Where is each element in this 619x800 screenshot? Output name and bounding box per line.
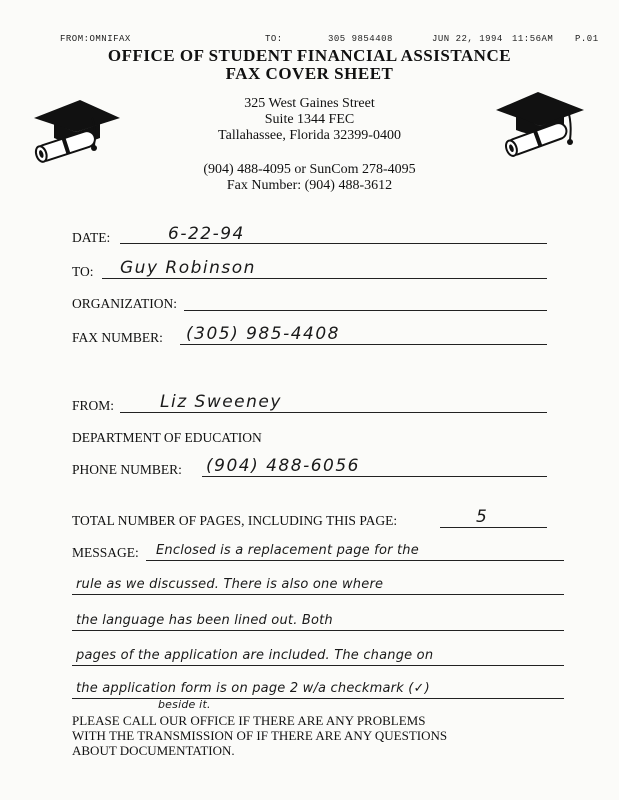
fax-time: 11:56AM <box>512 34 554 44</box>
from-value: Liz Sweeney <box>160 392 282 412</box>
phone-number-underline <box>202 476 547 477</box>
phone-line: (904) 488-4095 or SunCom 278-4095 <box>203 162 416 177</box>
message-line-1: Enclosed is a replacement page for the <box>156 543 419 558</box>
message-line-3: the language has been lined out. Both <box>76 613 333 628</box>
fax-number: 305 9854408 <box>328 34 393 44</box>
to-label: TO: <box>72 264 94 279</box>
footer-line-2: WITH THE TRANSMISSION OF IF THERE ARE ANY QUESTIONS <box>72 728 448 743</box>
organization-underline <box>184 310 547 311</box>
phone-number-value: (904) 488-6056 <box>206 456 360 476</box>
address-line-1: 325 West Gaines Street <box>244 96 375 111</box>
total-pages-label: TOTAL NUMBER OF PAGES, INCLUDING THIS PAGE: <box>72 513 398 528</box>
message-label: MESSAGE: <box>72 545 139 560</box>
date-label: DATE: <box>72 230 111 245</box>
phone-number-label: PHONE NUMBER: <box>72 462 182 477</box>
department-label: DEPARTMENT OF EDUCATION <box>72 430 262 445</box>
fax-to: TO: <box>265 34 283 44</box>
fax-line: Fax Number: (904) 488-3612 <box>226 178 393 193</box>
fax-number-underline <box>180 344 547 345</box>
footer-line-1: PLEASE CALL OUR OFFICE IF THERE ARE ANY PROBLEMS <box>72 713 426 728</box>
to-value: Guy Robinson <box>120 258 256 278</box>
address-line-2: Suite 1344 FEC <box>264 112 355 127</box>
fax-number-label: FAX NUMBER: <box>72 330 163 345</box>
message-line-5: the application form is on page 2 w/a checkmark (✓) <box>76 681 430 696</box>
message-underline-1 <box>146 560 564 561</box>
message-underline-5 <box>72 698 564 699</box>
fax-page: P.01 <box>575 34 599 44</box>
message-underline-4 <box>72 665 564 666</box>
from-underline <box>120 412 547 413</box>
total-pages-underline <box>440 527 547 528</box>
address-line-3: Tallahassee, Florida 32399-0400 <box>218 128 401 143</box>
fax-date: JUN 22, 1994 <box>432 34 503 44</box>
date-value: 6-22-94 <box>168 224 245 244</box>
message-line-6: beside it. <box>158 698 211 711</box>
fax-number-value: (305) 985-4408 <box>186 324 340 344</box>
message-line-4: pages of the application are included. The change on <box>76 648 434 663</box>
from-label: FROM: <box>72 398 115 413</box>
organization-label: ORGANIZATION: <box>72 296 177 311</box>
message-underline-3 <box>72 630 564 631</box>
total-pages-value: 5 <box>476 507 489 527</box>
message-underline-2 <box>72 594 564 595</box>
message-line-2: rule as we discussed. There is also one where <box>76 577 384 592</box>
footer-line-3: ABOUT DOCUMENTATION. <box>72 743 235 758</box>
document-title: FAX COVER SHEET <box>225 64 394 83</box>
fax-from: FROM:OMNIFAX <box>60 34 131 44</box>
office-title: OFFICE OF STUDENT FINANCIAL ASSISTANCE <box>107 46 512 65</box>
to-underline <box>102 278 547 279</box>
